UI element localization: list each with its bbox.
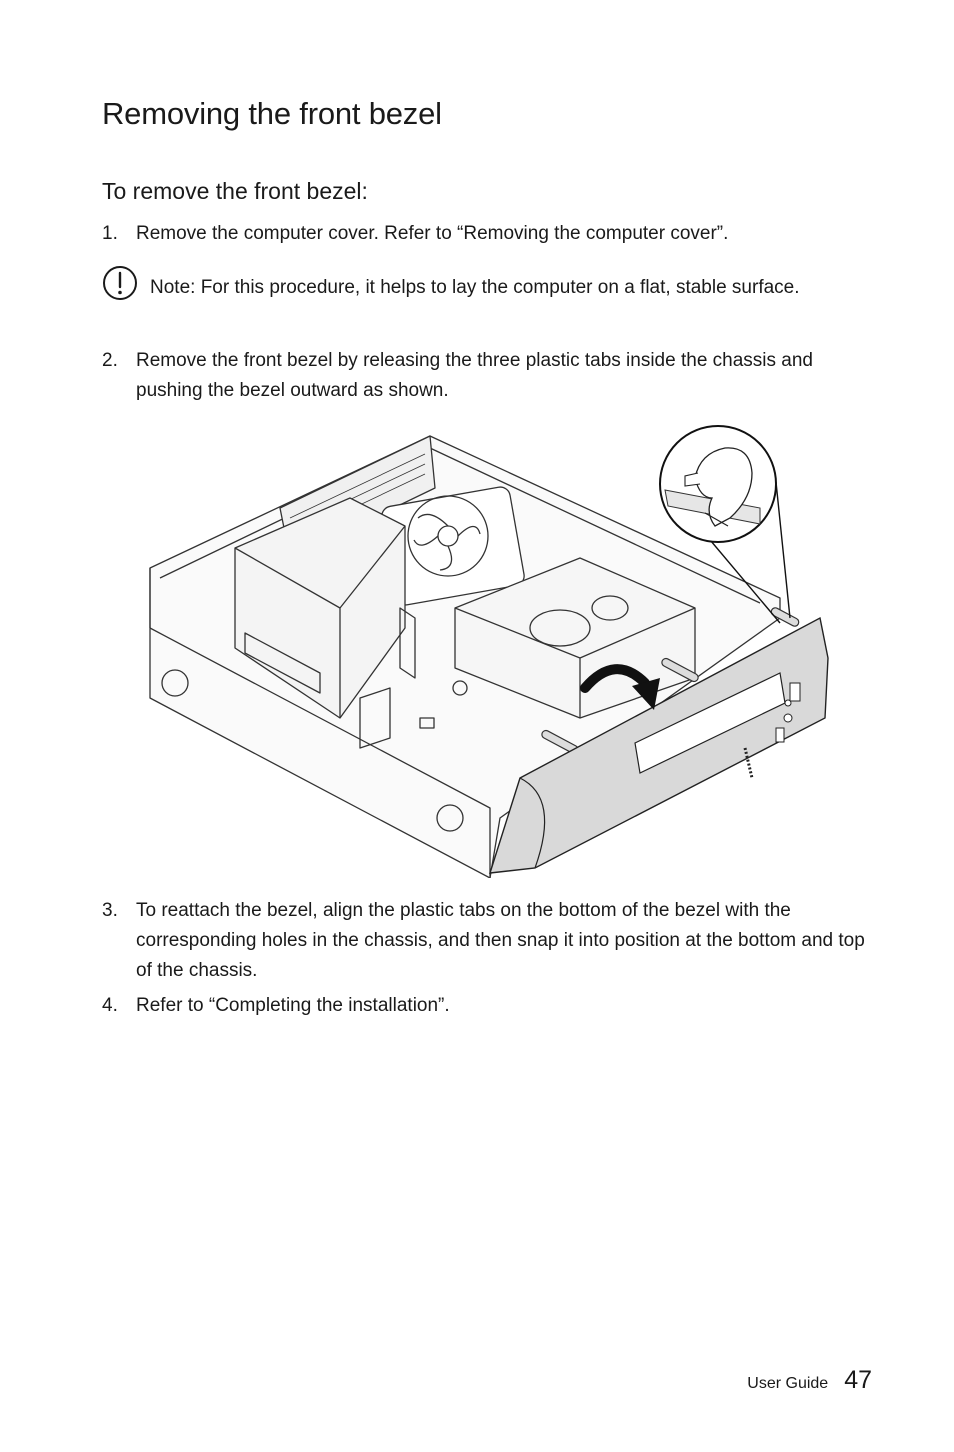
step-number: 3.	[102, 900, 118, 921]
footer-label: User Guide	[747, 1375, 829, 1392]
step-text: Remove the computer cover. Refer to “Removing the computer cover”.	[136, 223, 729, 244]
step-3	[102, 896, 882, 986]
step-text: Remove the front bezel by releasing the three plastic tabs inside the chassis and pushing the bezel outward as shown.	[136, 350, 813, 401]
step-text: Refer to “Completing the installation”.	[136, 995, 450, 1016]
step-number: 2.	[102, 350, 118, 371]
procedure-heading: To remove the front bezel:	[102, 178, 368, 204]
page-footer	[747, 1366, 872, 1395]
step-4	[102, 991, 882, 1021]
step-2	[102, 346, 882, 406]
page-title: Removing the front bezel	[102, 96, 442, 131]
note-label: Note:	[150, 277, 196, 298]
note-body: For this procedure, it helps to lay the computer on a flat, stable surface.	[195, 277, 800, 298]
exclamation-circle-icon	[102, 265, 138, 301]
step-text: To reattach the bezel, align the plastic tabs on the bottom of the bezel with the corresponding holes in the chassis, and then snap it into position at the bottom and top of the chassis.	[136, 900, 865, 981]
note-block	[102, 265, 862, 303]
page-number: 47	[844, 1366, 872, 1394]
note-text	[150, 265, 862, 303]
step-number: 1.	[102, 223, 118, 244]
step-number: 4.	[102, 995, 118, 1016]
step-1	[102, 219, 882, 249]
bezel-removal-illustration	[140, 418, 840, 878]
